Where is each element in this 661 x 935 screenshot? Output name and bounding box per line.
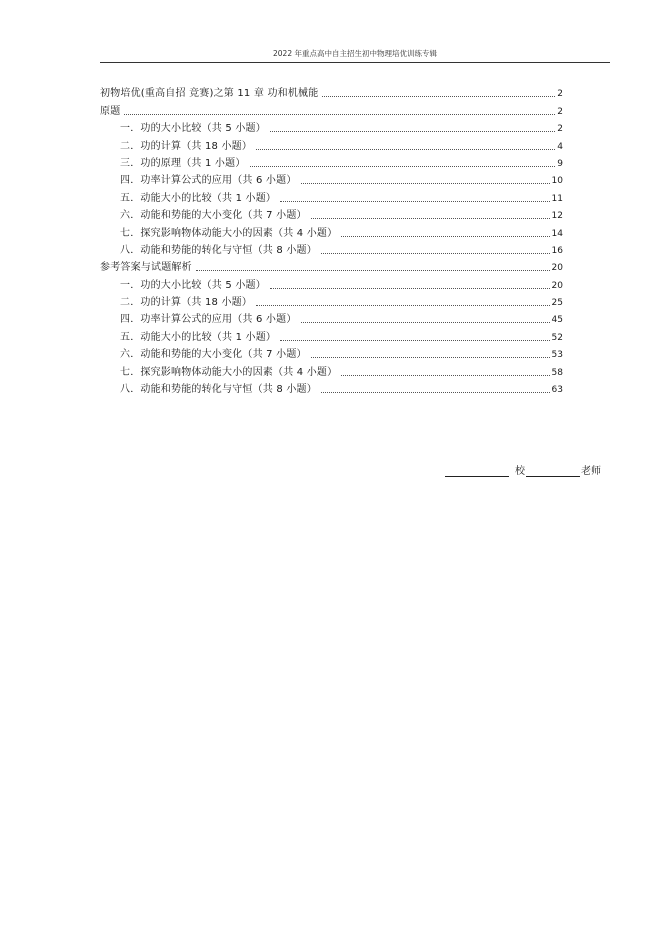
toc-entry[interactable]: [100, 135, 563, 152]
toc-entry-title: 四．功率计算公式的应用（共 6 小题）: [120, 314, 297, 326]
toc-entry-page: 16: [551, 245, 563, 256]
toc-entry-page: 4: [557, 141, 563, 152]
toc-entry[interactable]: [100, 326, 563, 343]
toc-entry[interactable]: [100, 257, 563, 274]
teacher-label: 老师: [581, 466, 601, 477]
page-header: 2022 年重点高中自主招生初中物理培优训练专辑: [273, 49, 437, 58]
toc-entry[interactable]: [100, 153, 563, 170]
toc-entry-page: 58: [551, 367, 563, 378]
toc-entry-title: 八．动能和势能的转化与守恒（共 8 小题）: [120, 244, 317, 256]
toc-entry[interactable]: [100, 205, 563, 222]
toc-entry[interactable]: [100, 344, 563, 361]
toc-entry[interactable]: [100, 100, 563, 117]
toc-entry-title: 六．动能和势能的大小变化（共 7 小题）: [120, 210, 307, 222]
toc-leader-dots: [301, 183, 550, 184]
toc-leader-dots: [321, 253, 550, 254]
toc-leader-dots: [256, 305, 549, 306]
toc-leader-dots: [341, 236, 549, 237]
toc-leader-dots: [301, 322, 550, 323]
toc-entry[interactable]: [100, 361, 563, 378]
toc-entry-page: 11: [551, 193, 563, 204]
teacher-blank: [526, 465, 580, 477]
toc-entry-page: 52: [551, 332, 563, 343]
toc-entry-page: 14: [551, 228, 563, 239]
toc-entry-page: 25: [551, 298, 563, 309]
toc-entry[interactable]: [100, 118, 563, 135]
toc-entry-page: 20: [551, 263, 563, 274]
toc-entry-title: 三．功的原理（共 1 小题）: [120, 157, 246, 169]
toc-entry-page: 53: [551, 350, 563, 361]
toc-entry[interactable]: [100, 83, 563, 100]
school-label: 校: [515, 466, 525, 477]
toc-entry-page: 20: [551, 280, 563, 291]
toc-leader-dots: [256, 149, 555, 150]
toc-leader-dots: [270, 131, 555, 132]
toc-entry-title: 二．功的计算（共 18 小题）: [120, 297, 253, 309]
toc-entry[interactable]: [100, 292, 563, 309]
toc-entry-title: 二．功的计算（共 18 小题）: [120, 140, 253, 152]
toc-entry-title: 一．功的大小比较（共 5 小题）: [120, 123, 266, 135]
toc-entry-page: 45: [551, 315, 563, 326]
toc-entry-page: 9: [557, 158, 563, 169]
toc-entry-title: 七．探究影响物体动能大小的因素（共 4 小题）: [120, 227, 338, 239]
toc-entry-title: 五．动能大小的比较（共 1 小题）: [120, 331, 277, 343]
school-blank: [445, 465, 509, 477]
toc-leader-dots: [280, 340, 549, 341]
toc-entry-title: 四．功率计算公式的应用（共 6 小题）: [120, 175, 297, 187]
toc-entry-page: 10: [551, 176, 563, 187]
toc-entry-title: 参考答案与试题解析: [100, 262, 192, 274]
toc-entry-page: 12: [551, 211, 563, 222]
toc-leader-dots: [250, 166, 556, 167]
toc-entry-page: 2: [557, 89, 563, 100]
toc-entry-title: 原题: [100, 105, 121, 117]
toc-leader-dots: [322, 96, 555, 97]
toc-entry[interactable]: [100, 240, 563, 257]
toc-entry[interactable]: [100, 222, 563, 239]
toc-entry-page: 63: [551, 385, 563, 396]
toc-leader-dots: [311, 218, 550, 219]
toc-entry[interactable]: [100, 187, 563, 204]
header-rule: [100, 62, 610, 63]
toc-entry-title: 五．动能大小的比较（共 1 小题）: [120, 192, 277, 204]
toc-entry-title: 八．动能和势能的转化与守恒（共 8 小题）: [120, 384, 317, 396]
toc-leader-dots: [270, 288, 550, 289]
toc-leader-dots: [341, 375, 549, 376]
toc-leader-dots: [280, 201, 549, 202]
toc-entry-title: 一．功的大小比较（共 5 小题）: [120, 279, 266, 291]
toc-entry[interactable]: [100, 379, 563, 396]
toc-entry[interactable]: [100, 274, 563, 291]
table-of-contents: [100, 83, 563, 396]
toc-entry-page: 2: [557, 124, 563, 135]
toc-entry-title: 七．探究影响物体动能大小的因素（共 4 小题）: [120, 366, 338, 378]
toc-entry-title: 六．动能和势能的大小变化（共 7 小题）: [120, 349, 307, 361]
toc-leader-dots: [321, 392, 550, 393]
toc-entry[interactable]: [100, 309, 563, 326]
toc-entry[interactable]: [100, 170, 563, 187]
toc-entry-title: 初物培优(重高自招 竞赛)之第 11 章 功和机械能: [100, 88, 319, 100]
toc-leader-dots: [311, 357, 550, 358]
toc-entry-page: 2: [557, 106, 563, 117]
toc-leader-dots: [196, 270, 550, 271]
toc-leader-dots: [124, 114, 555, 115]
signature-line: [445, 463, 601, 477]
